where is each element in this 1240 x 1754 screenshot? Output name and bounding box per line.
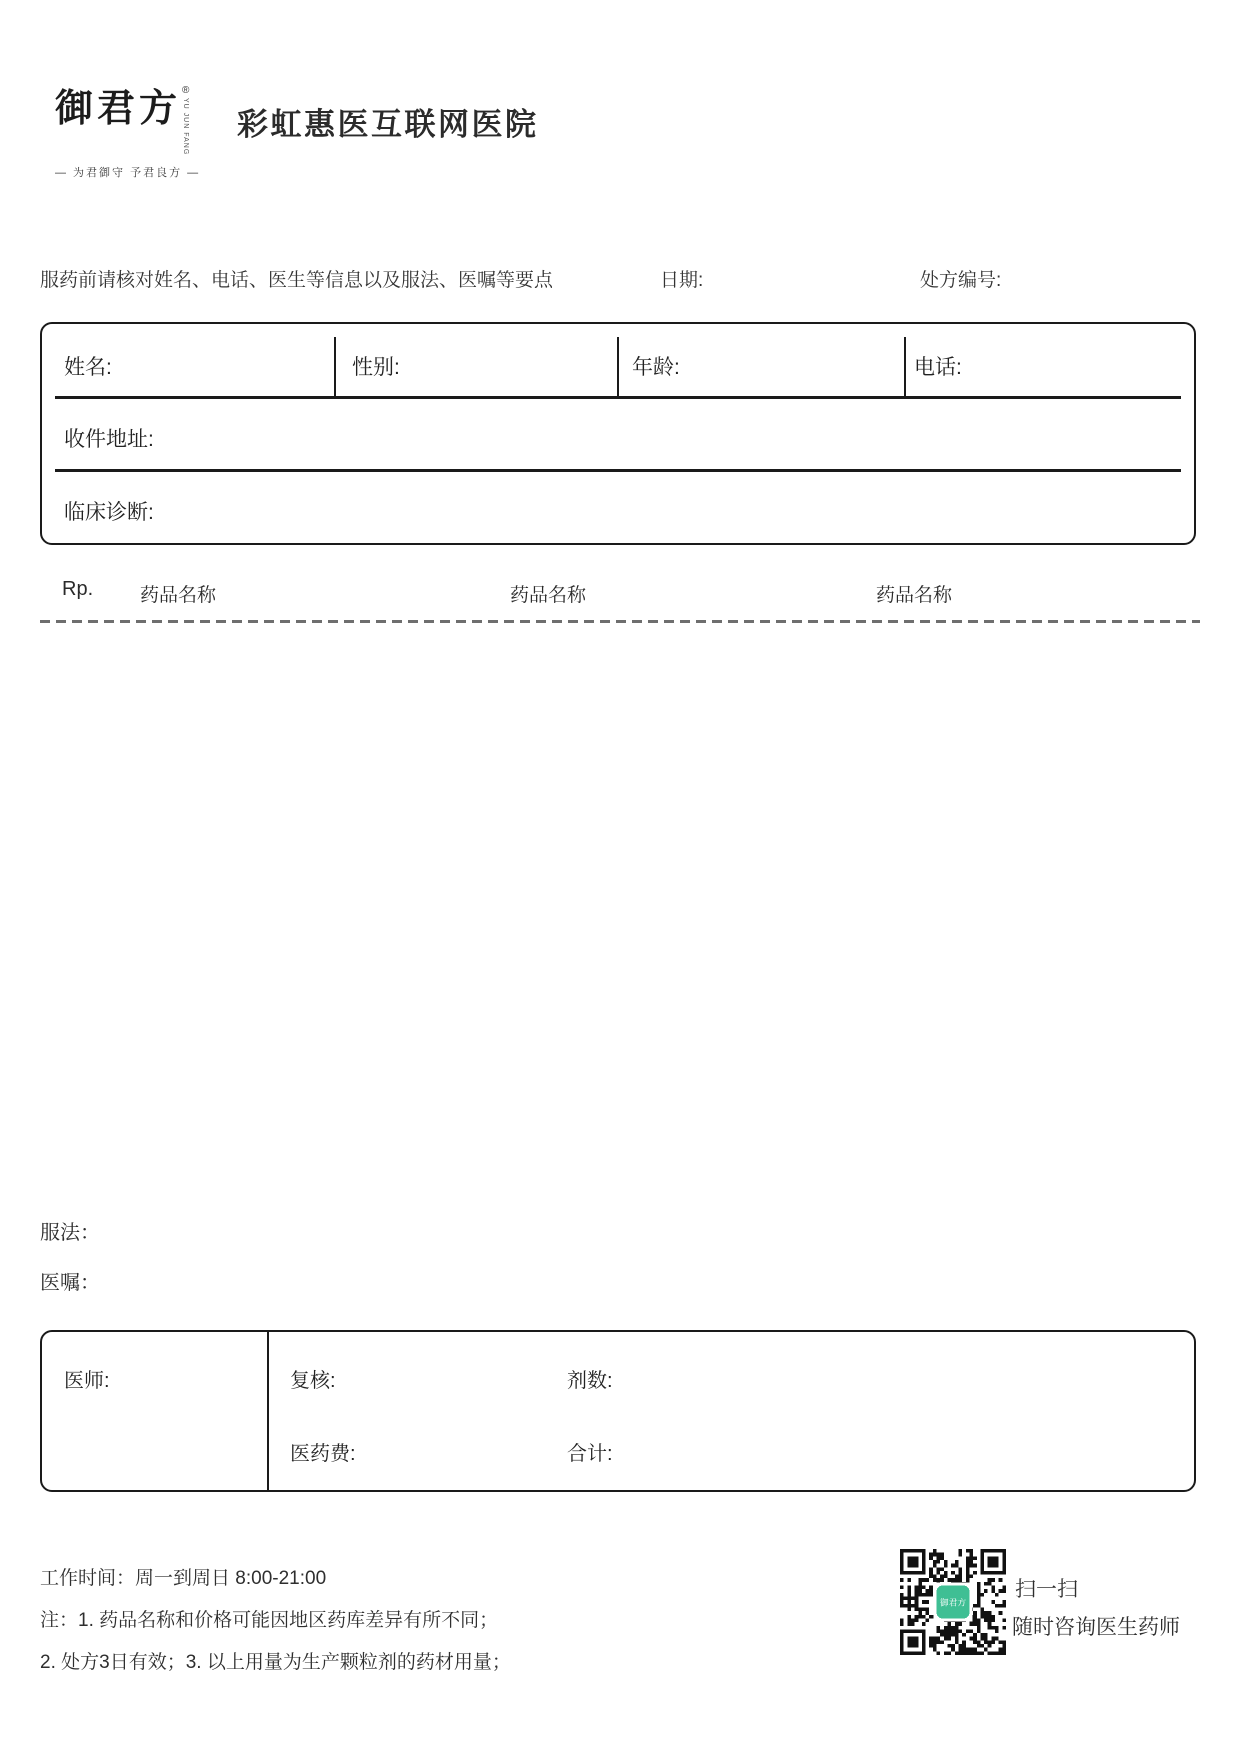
qr-center-text: 御君方 (939, 1597, 967, 1608)
divider (55, 396, 1181, 399)
brand-logo-text: 御君方 (55, 85, 182, 130)
doses-count-label: 剂数: (567, 1370, 613, 1392)
brand-logo (55, 86, 205, 180)
divider (617, 337, 619, 396)
rp-label: Rp. (62, 578, 94, 600)
patient-age-label: 年龄: (632, 356, 680, 379)
rx-number-label: 处方编号: (920, 270, 1002, 291)
date-label: 日期: (660, 270, 704, 291)
signature-fee-box (40, 1330, 1196, 1492)
doctor-advice-label: 医嘱： (40, 1272, 100, 1294)
work-hours: 工作时间：周一到周日 8:00-21:00 (40, 1568, 327, 1589)
drug-name-column-header: 药品名称 (876, 585, 953, 606)
doctor-label: 医师: (64, 1370, 110, 1392)
shipping-address-label: 收件地址: (64, 428, 154, 451)
check-notice: 服药前请核对姓名、电话、医生等信息以及服法、医嘱等要点 (40, 270, 554, 291)
usage-label: 服法： (40, 1222, 100, 1244)
clinical-diagnosis-label: 临床诊断: (64, 501, 154, 524)
patient-gender-label: 性别: (352, 356, 400, 379)
patient-info-box (40, 322, 1196, 545)
drug-name-column-header: 药品名称 (140, 585, 217, 606)
brand-tagline: — 为君御守 予君良方 — (55, 167, 201, 180)
patient-phone-label: 电话: (914, 356, 962, 379)
total-label: 合计: (567, 1443, 613, 1465)
hospital-name: 彩虹惠医互联网医院 (237, 107, 539, 142)
medicine-fee-label: 医药费: (290, 1443, 356, 1465)
brand-logo-pinyin: YU JUN FANG (182, 98, 190, 156)
dashed-separator (40, 620, 1200, 623)
footer-note-1: 注：1. 药品名称和价格可能因地区药库差异有所不同； (40, 1610, 499, 1631)
drug-name-column-header: 药品名称 (510, 585, 587, 606)
divider (334, 337, 336, 396)
qr-scan-label: 扫一扫 (1015, 1578, 1078, 1601)
divider (267, 1332, 269, 1490)
divider (904, 337, 906, 396)
patient-name-label: 姓名: (64, 356, 112, 379)
footer-note-2: 2. 处方3日有效；3. 以上用量为生产颗粒剂的药材用量； (40, 1652, 511, 1673)
qr-scan-sub-label: 随时咨询医生药师 (1012, 1616, 1180, 1639)
registered-trademark-icon: ® (182, 85, 190, 96)
divider (55, 469, 1181, 472)
qr-code (900, 1549, 1006, 1655)
review-label: 复核: (290, 1370, 336, 1392)
